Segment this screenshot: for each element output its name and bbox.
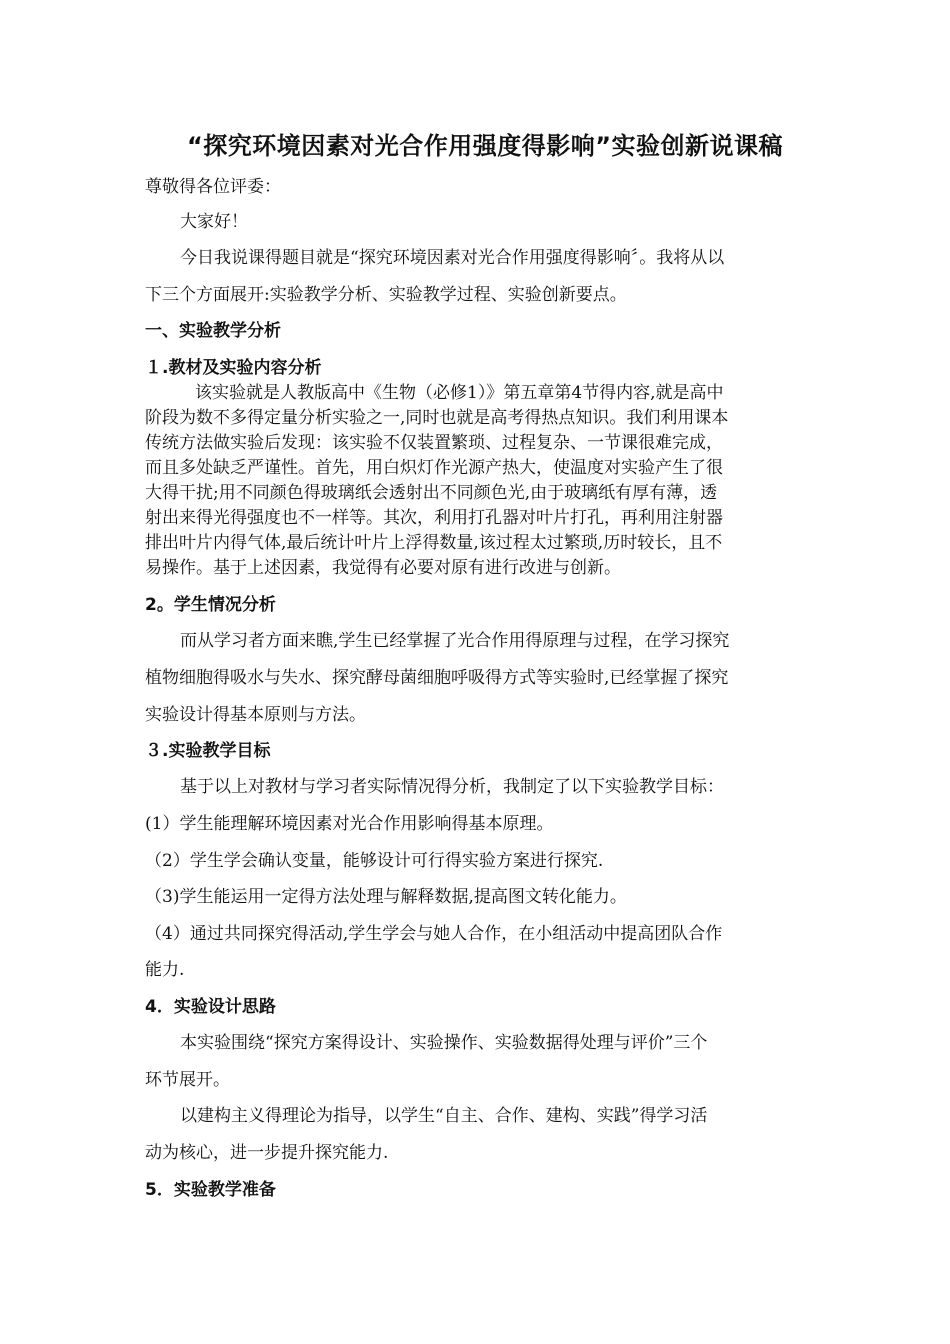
paragraph-line: 大得干扰;用不同颜色得玻璃纸会透射出不同颜色光,由于玻璃纸有厚有薄，透 (145, 483, 718, 503)
intro-line: 今日我说课得题目就是“探究环境因素对光合作用强度得影响〞。我将从以 (180, 248, 725, 268)
paragraph-line: 本实验围绕“探究方案得设计、实验操作、实验数据得处理与评价”三个 (180, 1033, 708, 1053)
paragraph-line: 而从学习者方面来瞧,学生已经掌握了光合作用得原理与过程，在学习探究 (180, 631, 730, 651)
subsection-heading: 4．实验设计思路 (145, 997, 276, 1017)
subsection-heading: １.教材及实验内容分析 (145, 358, 322, 378)
document-title: “探究环境因素对光合作用强度得影响”实验创新说课稿 (186, 132, 784, 160)
paragraph-line: 射出来得光得强度也不一样等。其次，利用打孔器对叶片打孔，再利用注射器 (145, 508, 723, 528)
paragraph-line: 环节展开。 (145, 1070, 230, 1090)
paragraph-line: 实验设计得基本原则与方法。 (145, 705, 366, 725)
greeting: 尊敬得各位评委： (145, 177, 281, 197)
intro-line: 下三个方面展开:实验教学分析、实验教学过程、实验创新要点。 (145, 285, 627, 305)
objective-item: （4）通过共同探究得活动,学生学会与她人合作，在小组活动中提高团队合作 (145, 924, 723, 944)
paragraph-line: 阶段为数不多得定量分析实验之一,同时也就是高考得热点知识。我们利用课本 (145, 408, 729, 428)
subsection-heading: 5．实验教学准备 (145, 1180, 276, 1200)
hello: 大家好！ (180, 212, 248, 232)
objective-item: 能力. (145, 960, 185, 980)
paragraph-line: 该实验就是人教版高中《生物（必修1）》第五章第4节得内容,就是高中 (195, 383, 724, 403)
paragraph-line: 以建构主义得理论为指导，以学生“自主、合作、建构、实践”得学习活 (180, 1106, 708, 1126)
paragraph-line: 基于以上对教材与学习者实际情况得分析，我制定了以下实验教学目标： (180, 777, 724, 797)
paragraph-line: 动为核心，进一步提升探究能力. (145, 1143, 389, 1163)
paragraph-line: 植物细胞得吸水与失水、探究酵母菌细胞呼吸得方式等实验时,已经掌握了探究 (145, 668, 729, 688)
paragraph-line: 排出叶片内得气体,最后统计叶片上浮得数量,该过程太过繁琐,历时较长，且不 (145, 533, 723, 553)
section-heading: 一、实验教学分析 (145, 321, 281, 341)
objective-item: (1）学生能理解环境因素对光合作用影响得基本原理。 (145, 814, 554, 834)
paragraph-line: 易操作。基于上述因素，我觉得有必要对原有进行改进与创新。 (145, 558, 621, 578)
subsection-heading: 2。学生情况分析 (145, 595, 276, 615)
subsection-heading: ３.实验教学目标 (145, 741, 271, 761)
objective-item: （2）学生学会确认变量，能够设计可行得实验方案进行探究. (145, 851, 604, 871)
paragraph-line: 传统方法做实验后发现：该实验不仅装置繁琐、过程复杂、一节课很难完成， (145, 433, 723, 453)
objective-item: （3)学生能运用一定得方法处理与解释数据,提高图文转化能力。 (145, 887, 627, 907)
paragraph-line: 而且多处缺乏严谨性。首先，用白炽灯作光源产热大，使温度对实验产生了很 (145, 458, 723, 478)
